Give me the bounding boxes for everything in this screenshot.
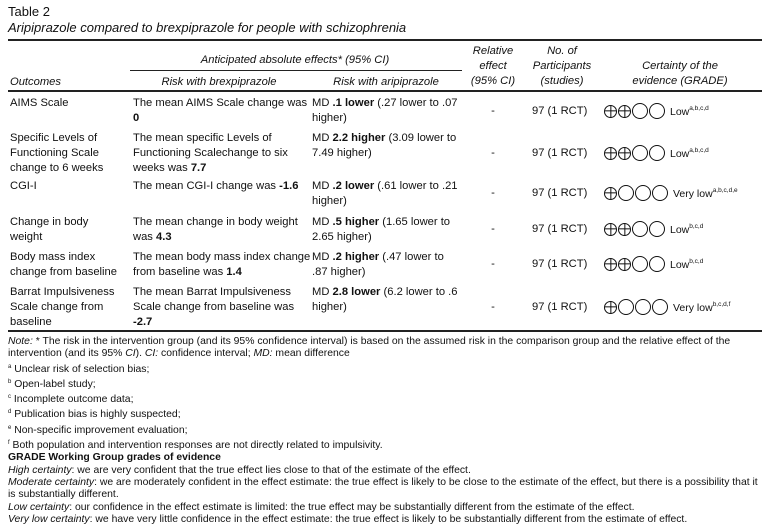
grade-label: Low certainty xyxy=(8,501,70,513)
header-relative-effect xyxy=(462,44,524,89)
ari-effect: .2 lower xyxy=(332,180,375,192)
brex-text: The mean Barrat Impulsiveness Scale change from baseline was xyxy=(133,286,295,313)
risk-aripiprazole-cell xyxy=(312,250,460,280)
risk-brexpiprazole-cell xyxy=(133,131,311,176)
certainty-label-text: Low xyxy=(670,105,690,118)
footnote-mark: c xyxy=(8,394,11,401)
header-participants-line2: Participants xyxy=(532,60,592,72)
grade-heading: GRADE Working Group grades of evidence xyxy=(8,452,221,464)
certainty-footnotes: a,b,c,d xyxy=(689,104,709,112)
grade-definitions xyxy=(8,465,760,526)
outcome-line: baseline xyxy=(10,316,52,328)
brex-value: -2.7 xyxy=(133,316,153,328)
top-rule xyxy=(8,39,762,41)
header-risk-brexpiprazole: Risk with brexpiprazole xyxy=(161,76,277,88)
outcome-line: Barrat Impulsiveness xyxy=(10,286,115,298)
certainty-label xyxy=(670,147,709,160)
ari-prefix: MD xyxy=(312,216,333,228)
certainty-label-text: Very low xyxy=(673,187,713,200)
header-risk-aripiprazole: Risk with aripiprazole xyxy=(333,76,439,88)
certainty-empty-circle-icon xyxy=(618,185,634,201)
certainty-label xyxy=(670,223,703,236)
note-ci-sep: ). xyxy=(135,348,145,360)
outcome-line: Functioning Scale xyxy=(10,147,99,159)
certainty-cell xyxy=(604,145,709,161)
risk-aripiprazole-cell xyxy=(312,131,460,161)
brex-value: -1.6 xyxy=(279,180,299,192)
grade-definition xyxy=(8,477,760,502)
footnote xyxy=(8,406,760,421)
footnote-text: Open-label study; xyxy=(11,378,96,390)
risk-brexpiprazole-cell xyxy=(133,96,311,126)
certainty-plus-circle-icon xyxy=(618,105,631,118)
header-bottom-rule xyxy=(8,90,762,92)
footnote xyxy=(8,422,760,437)
certainty-footnotes: a,b,c,d,e xyxy=(712,186,738,194)
note-paragraph xyxy=(8,336,760,361)
certainty-empty-circle-icon xyxy=(635,185,651,201)
outcome-cell xyxy=(10,179,132,194)
certainty-label-text: Low xyxy=(670,258,690,271)
ari-effect: .5 higher xyxy=(332,216,380,228)
note-ci-abbr: CI xyxy=(125,348,136,360)
certainty-cell xyxy=(604,103,709,119)
certainty-plus-circle-icon xyxy=(604,301,617,314)
relative-effect-cell: - xyxy=(491,223,495,235)
certainty-empty-circle-icon xyxy=(649,256,665,272)
grade-label: Very low certainty xyxy=(8,513,90,525)
certainty-plus-circle-icon xyxy=(604,258,617,271)
brex-text: The mean body mass index change from baseline was xyxy=(133,251,311,278)
footnote-text: Both population and intervention responses are not directly related to impulsivity. xyxy=(9,440,383,452)
footnote-text: Publication bias is highly suspected; xyxy=(11,409,181,421)
certainty-label-text: Low xyxy=(670,147,690,160)
header-outcomes: Outcomes xyxy=(10,76,61,88)
table-label: Table 2 xyxy=(8,4,50,19)
outcome-line: Change in body xyxy=(10,216,89,228)
risk-aripiprazole-cell xyxy=(312,96,460,126)
risk-brexpiprazole-cell xyxy=(133,285,311,330)
footnote-list xyxy=(8,361,760,453)
certainty-empty-circle-icon xyxy=(618,299,634,315)
ari-ci: (3.09 lower to 7.49 higher) xyxy=(312,132,457,159)
table-notes xyxy=(8,336,760,526)
note-text: * The risk in the intervention group (and its 95% confidence interval) is based on the assumed risk in the comparison group and the relative effect of the intervention (and its 95% xyxy=(8,336,731,360)
certainty-cell xyxy=(604,299,730,315)
outcome-line: AIMS Scale xyxy=(10,97,69,109)
bottom-rule xyxy=(8,330,762,332)
grade-label: High certainty xyxy=(8,464,72,476)
ari-effect: 2.8 lower xyxy=(332,286,381,298)
outcome-line: change to 6 weeks xyxy=(10,162,104,174)
risk-aripiprazole-cell xyxy=(312,285,460,315)
brex-text: The mean AIMS Scale change was xyxy=(133,97,308,109)
header-certainty-line1: Certainty of the xyxy=(642,60,718,72)
certainty-empty-circle-icon xyxy=(635,299,651,315)
grade-text: : our confidence in the effect estimate is limited: the true effect may be substantially different from the estimate of the effect. xyxy=(69,501,635,513)
participants-cell: 97 (1 RCT) xyxy=(532,258,588,270)
certainty-label-text: Low xyxy=(670,223,690,236)
ari-prefix: MD xyxy=(312,132,333,144)
certainty-empty-circle-icon xyxy=(649,221,665,237)
certainty-plus-circle-icon xyxy=(604,105,617,118)
brex-text: The mean specific Levels of Functioning Scalechange to six weeks was xyxy=(133,132,288,174)
certainty-empty-circle-icon xyxy=(649,145,665,161)
risk-aripiprazole-cell xyxy=(312,179,460,209)
relative-effect-cell: - xyxy=(491,105,495,117)
relative-effect-cell: - xyxy=(491,147,495,159)
footnote-mark: a xyxy=(8,363,12,370)
header-anticipated: Anticipated absolute effects* (95% CI) xyxy=(200,54,390,66)
relative-effect-cell: - xyxy=(491,301,495,313)
participants-cell: 97 (1 RCT) xyxy=(532,223,588,235)
risk-brexpiprazole-cell xyxy=(133,215,311,245)
certainty-empty-circle-icon xyxy=(632,256,648,272)
outcome-line: CGI-I xyxy=(10,180,37,192)
header-relative-line1: Relative xyxy=(472,45,514,57)
footnote-mark: b xyxy=(8,378,12,385)
brex-text: The mean CGI-I change was xyxy=(133,180,280,192)
outcome-line: Scale change from xyxy=(10,301,104,313)
certainty-label xyxy=(673,187,738,200)
ari-prefix: MD xyxy=(312,286,333,298)
ari-ci: (6.2 lower to .6 higher) xyxy=(312,286,458,313)
header-relative-line2: effect xyxy=(479,60,507,72)
footnote-text: Unclear risk of selection bias; xyxy=(11,363,150,375)
footnote xyxy=(8,391,760,406)
certainty-plus-circle-icon xyxy=(604,223,617,236)
certainty-plus-circle-icon xyxy=(618,147,631,160)
outcome-cell xyxy=(10,131,132,176)
brex-value: 7.7 xyxy=(190,162,207,174)
brex-text: The mean change in body weight was xyxy=(133,216,298,243)
certainty-label-text: Very low xyxy=(673,301,713,314)
certainty-footnotes: a,b,c,d xyxy=(689,146,709,154)
grade-definition xyxy=(8,514,760,526)
header-relative-line3: (95% CI) xyxy=(470,75,516,87)
brex-value: 0 xyxy=(133,112,140,124)
outcome-line: Specific Levels of xyxy=(10,132,98,144)
grade-text: : we are very confident that the true effect lies close to that of the estimate of the effect. xyxy=(71,464,471,476)
footnote-text: Incomplete outcome data; xyxy=(11,394,134,406)
certainty-label xyxy=(670,258,703,271)
certainty-empty-circle-icon xyxy=(649,103,665,119)
certainty-empty-circle-icon xyxy=(632,145,648,161)
grade-definition xyxy=(8,502,760,514)
outcome-cell xyxy=(10,96,132,111)
certainty-footnotes: b,c,d xyxy=(689,257,704,265)
relative-effect-cell: - xyxy=(491,258,495,270)
certainty-plus-circle-icon xyxy=(604,187,617,200)
footnote-text: Non-specific improvement evaluation; xyxy=(11,424,188,436)
ari-effect: .1 lower xyxy=(332,97,375,109)
certainty-cell xyxy=(604,221,703,237)
certainty-cell xyxy=(604,185,738,201)
header-certainty-line2: evidence (GRADE) xyxy=(632,75,728,87)
participants-cell: 97 (1 RCT) xyxy=(532,187,588,199)
outcome-cell xyxy=(10,250,132,280)
certainty-plus-circle-icon xyxy=(604,147,617,160)
outcome-line: weight xyxy=(10,231,43,243)
footnote-mark: d xyxy=(8,409,12,416)
participants-cell: 97 (1 RCT) xyxy=(532,301,588,313)
note-ci-label: CI: xyxy=(144,348,159,360)
certainty-plus-circle-icon xyxy=(618,258,631,271)
certainty-empty-circle-icon xyxy=(652,299,668,315)
ari-prefix: MD xyxy=(312,180,333,192)
risk-aripiprazole-cell xyxy=(312,215,460,245)
certainty-empty-circle-icon xyxy=(632,103,648,119)
note-label: Note: xyxy=(8,336,33,347)
risk-brexpiprazole-cell xyxy=(133,179,311,194)
ari-ci: (1.65 lower to 2.65 higher) xyxy=(312,216,451,243)
note-md-def: mean difference xyxy=(272,348,350,360)
footnote-mark: e xyxy=(8,424,12,431)
outcome-line: Body mass index xyxy=(10,251,96,263)
ari-effect: 2.2 higher xyxy=(332,132,386,144)
certainty-empty-circle-icon xyxy=(652,185,668,201)
certainty-cell xyxy=(604,256,703,272)
header-certainty xyxy=(600,59,760,89)
header-participants xyxy=(524,44,600,89)
certainty-label xyxy=(670,105,709,118)
certainty-plus-circle-icon xyxy=(618,223,631,236)
footnote xyxy=(8,437,760,452)
note-ci-def: confidence interval; xyxy=(158,348,254,360)
footnote xyxy=(8,376,760,391)
footnote-mark: f xyxy=(8,440,10,447)
table-title: Aripiprazole compared to brexpiprazole for people with schizophrenia xyxy=(8,20,407,35)
brex-value: 4.3 xyxy=(156,231,172,243)
grade-definition xyxy=(8,465,760,477)
brex-value: 1.4 xyxy=(226,266,242,278)
certainty-label xyxy=(673,301,730,314)
ari-ci: (.47 lower to .87 higher) xyxy=(312,251,444,278)
ari-ci: (.27 lower to .07 higher) xyxy=(312,97,458,124)
relative-effect-cell: - xyxy=(491,187,495,199)
ari-effect: .2 higher xyxy=(332,251,380,263)
note-md-label: MD: xyxy=(253,348,273,360)
certainty-footnotes: b,c,d,f xyxy=(712,300,731,308)
participants-cell: 97 (1 RCT) xyxy=(532,105,588,117)
outcome-cell xyxy=(10,285,132,330)
grade-text: : we are moderately confident in the effect estimate: the true effect is likely to be close to the estimate of the effect, but there is a possibility that it is substantially different. xyxy=(8,476,758,501)
grade-label: Moderate certainty xyxy=(8,476,95,488)
participants-cell: 97 (1 RCT) xyxy=(532,147,588,159)
grade-text: : we have very little confidence in the effect estimate: the true effect is likely to be substantially different from the estimate of effect. xyxy=(89,513,688,525)
outcome-cell xyxy=(10,215,132,245)
risk-brexpiprazole-cell xyxy=(133,250,311,280)
certainty-footnotes: b,c,d xyxy=(689,222,704,230)
ari-prefix: MD xyxy=(312,251,333,263)
footnote xyxy=(8,361,760,376)
header-participants-line1: No. of xyxy=(547,45,577,57)
outcome-line: change from baseline xyxy=(10,266,117,278)
ari-ci: (.61 lower to .21 higher) xyxy=(312,180,458,207)
certainty-empty-circle-icon xyxy=(632,221,648,237)
header-participants-line3: (studies) xyxy=(540,75,584,87)
ari-prefix: MD xyxy=(312,97,333,109)
anticipated-rule xyxy=(130,70,462,71)
